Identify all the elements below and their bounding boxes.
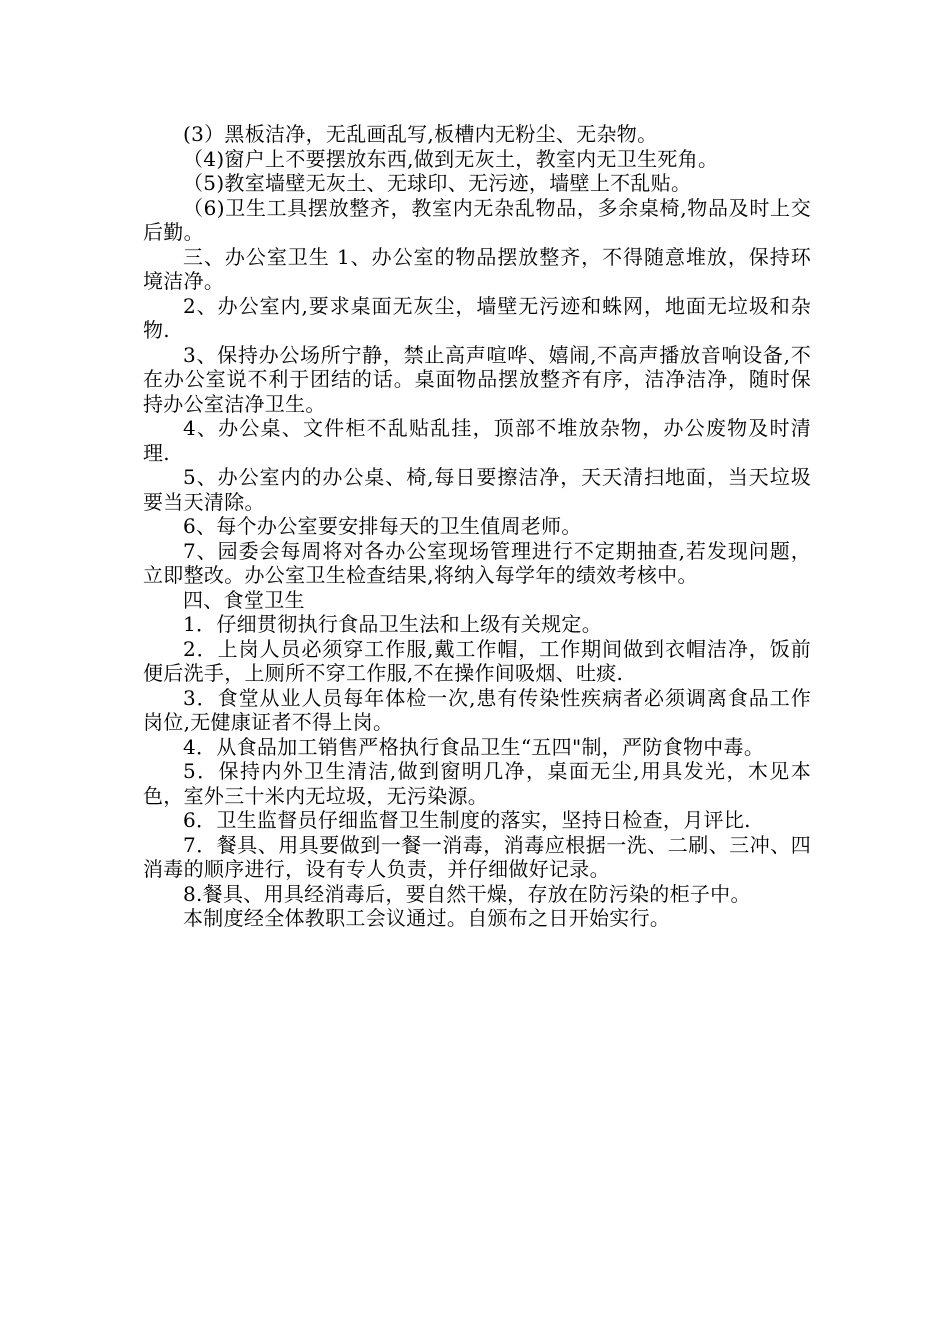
paragraph-office-4: 4、办公桌、文件柜不乱贴乱挂，顶部不堆放杂物，办公废物及时清理.	[143, 416, 811, 465]
paragraph-canteen-6: 6．卫生监督员仔细监督卫生制度的落实，坚持日检查，月评比.	[183, 808, 751, 832]
paragraph-canteen-4: 4．从食品加工销售严格执行食品卫生“五四"制，严防食物中毒。	[183, 734, 765, 759]
paragraph-canteen-8: 8.餐具、用具经消毒后，要自然干燥，存放在防污染的柜子中。	[183, 881, 751, 906]
paragraph-blackboard: (3）黑板洁净，无乱画乱写,板槽内无粉尘、无杂物。	[183, 122, 658, 146]
paragraph-closing: 本制度经全体教职工会议通过。自颁布之日开始实行。	[183, 906, 671, 930]
paragraph-canteen-1: 1．仔细贯彻执行食品卫生法和上级有关规定。	[183, 612, 603, 636]
paragraph-office-7: 7、园委会每周将对各办公室现场管理进行不定期抽查,若发现问题，立即整改。办公室卫生检查结果,将纳入每学年的绩效考核中。	[143, 538, 811, 587]
paragraph-office-2: 2、办公室内,要求桌面无灰尘，墙壁无污迹和蛛网，地面无垃圾和杂物.	[143, 293, 811, 342]
paragraph-canteen-3: 3．食堂从业人员每年体检一次,患有传染性疾病者必须调离食品工作岗位,无健康证者不得上岗。	[143, 685, 811, 734]
paragraph-office-3: 3、保持办公场所宁静，禁止高声喧哗、嬉闹,不高声播放音响设备,不在办公室说不利于团结的话。桌面物品摆放整齐有序，洁净洁净，随时保持办公室洁净卫生。	[143, 342, 811, 416]
paragraph-walls: （5)教室墙壁无灰土、无球印、无污迹，墙壁上不乱贴。	[183, 171, 692, 195]
paragraph-office-heading: 三、办公室卫生 1、办公室的物品摆放整齐，不得随意堆放，保持环境洁净。	[143, 244, 811, 293]
paragraph-office-6: 6、每个办公室要安排每天的卫生值周老师。	[183, 514, 582, 538]
paragraph-canteen-7: 7．餐具、用具要做到一餐一消毒，消毒应根据一洗、二刷、三冲、四消毒的顺序进行，设有专人负责，并仔细做好记录。	[143, 832, 811, 881]
paragraph-canteen-2: 2．上岗人员必须穿工作服,戴工作帽，工作期间做到衣帽洁净，饭前便后洗手，上厕所不穿工作服,不在操作间吸烟、吐痰.	[143, 636, 811, 685]
section-heading-canteen: 四、食堂卫生	[183, 587, 305, 612]
paragraph-windows: （4)窗户上不要摆放东西,做到无灰土，教室内无卫生死角。	[183, 146, 719, 171]
paragraph-canteen-5: 5．保持内外卫生清洁,做到窗明几净，桌面无尘,用具发光，木见本色，室外三十米内无垃圾，无污染源。	[143, 759, 811, 808]
paragraph-office-5: 5、办公室内的办公桌、椅,每日要擦洁净，天天清扫地面，当天垃圾要当天清除。	[143, 465, 811, 514]
document-body	[143, 122, 811, 931]
paragraph-tools: （6)卫生工具摆放整齐，教室内无杂乱物品，多余桌椅,物品及时上交后勤。	[143, 195, 811, 244]
